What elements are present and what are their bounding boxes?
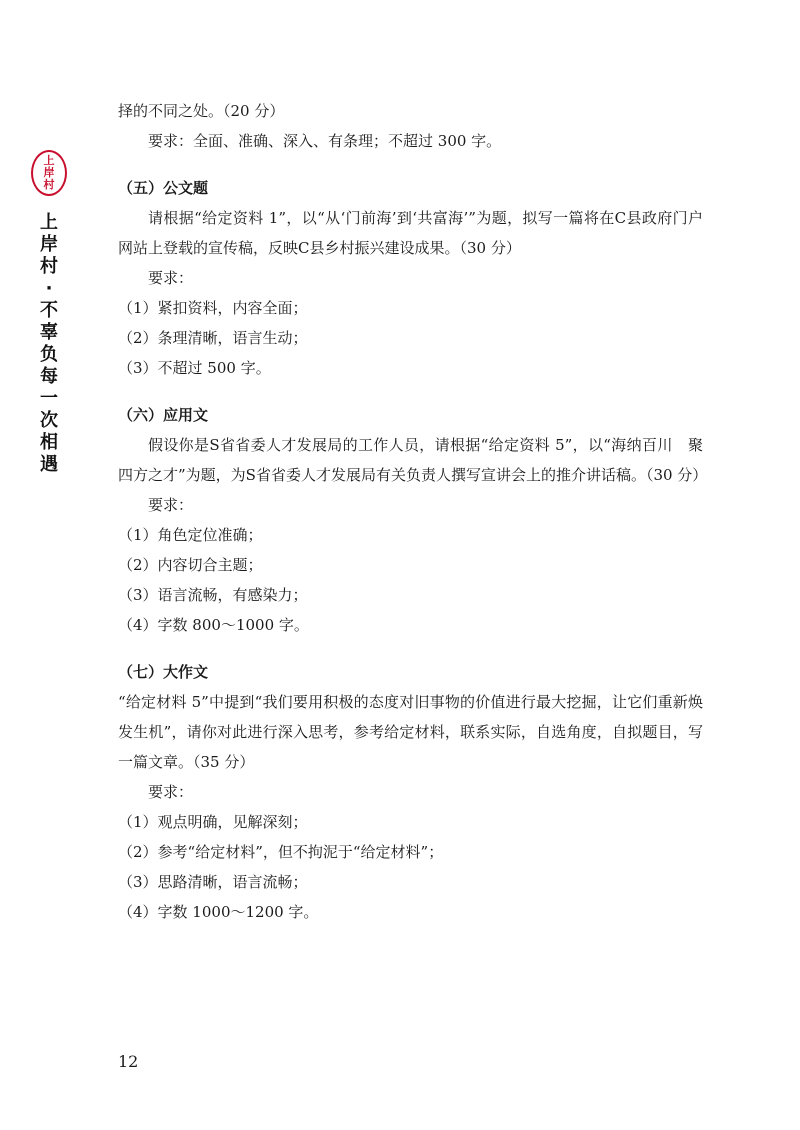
page-number: 12 [118,1052,139,1071]
seal-char: 上 [43,154,55,167]
requirement-item: （1）观点明确，见解深刻； [118,813,308,831]
requirement-text: 要求：全面、准确、深入、有条理；不超过 300 字。 [148,132,502,150]
slogan-char: 次 [40,410,58,431]
seal-char: 岸 [43,166,55,179]
requirement-item: （3）思路清晰，语言流畅； [118,873,308,891]
slogan-char: 相 [40,432,58,453]
requirement-label: 要求： [148,269,194,287]
slogan-char: 上 [40,212,58,233]
section-paragraph-6: 假设你是S省省委人才发展局的工作人员，请根据“给定资料 5”，以“海纳百川 聚四方之才”为题，为S省省委人才发展局有关负责人撰写宣讲会上的推介讲话稿。（30 分） [118,436,708,484]
continued-text: 择的不同之处。（20 分） [118,102,285,120]
slogan-char: 遇 [40,454,58,475]
section-paragraph-5: 请根据“给定资料 1”，以“从‘门前海’到‘共富海’”为题，拟写一篇将在C县政府门户网站上登载的宣传稿，反映C县乡村振兴建设成果。（30 分） [118,209,703,257]
requirement-item: （3）不超过 500 字。 [118,359,271,377]
slogan-char: 一 [40,388,58,409]
slogan-char: 不 [40,300,58,321]
section-title-5: （五）公文题 [118,179,209,197]
slogan-char: 村 [40,256,58,277]
side-brand [27,150,71,476]
requirement-item: （2）内容切合主题； [118,556,263,574]
requirement-item: （2）参考“给定材料”，但不拘泥于“给定材料”； [118,843,444,861]
slogan-char: 负 [40,344,58,365]
slogan-char: 每 [40,366,58,387]
page-content [118,96,708,927]
section-title-7: （七）大作文 [118,663,209,681]
seal-char: 村 [43,178,55,191]
slogan-char: 岸 [40,234,58,255]
requirement-item: （1）紧扣资料，内容全面； [118,299,308,317]
slogan-char: 辜 [40,322,58,343]
red-seal-logo [31,150,67,196]
requirement-item: （1）角色定位准确； [118,526,263,544]
section-title-6: （六）应用文 [118,406,209,424]
slogan-char: · [45,278,53,299]
vertical-slogan [27,212,71,476]
requirement-label: 要求： [148,783,194,801]
requirement-item: （3）语言流畅，有感染力； [118,586,308,604]
section-paragraph-7: “给定材料 5”中提到“我们要用积极的态度对旧事物的价值进行最大挖掘，让它们重新焕发生机”，请你对此进行深入思考，参考给定材料，联系实际，自选角度，自拟题目，写一篇文章。（35 分） [118,693,703,771]
requirement-item: （4）字数 1000～1200 字。 [118,903,319,921]
requirement-item: （4）字数 800～1000 字。 [118,616,309,634]
requirement-label: 要求： [148,496,194,514]
requirement-item: （2）条理清晰，语言生动； [118,329,308,347]
